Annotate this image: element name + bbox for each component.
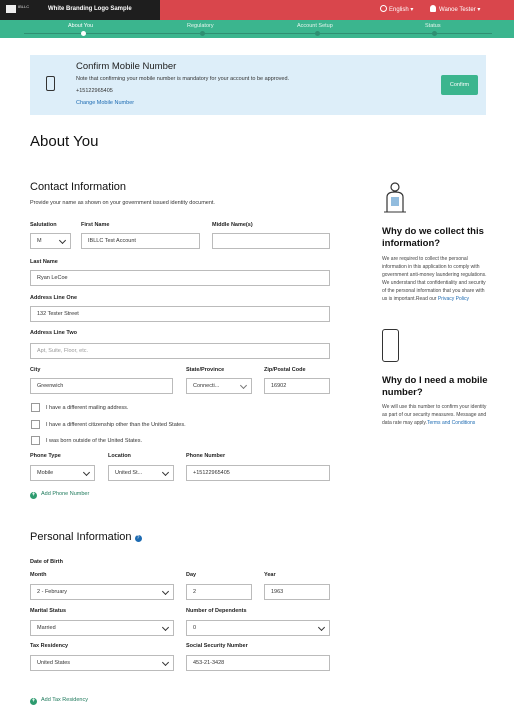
change-mobile-link[interactable]: Change Mobile Number bbox=[76, 100, 135, 106]
month-select[interactable] bbox=[30, 584, 174, 600]
user-menu[interactable]: Wanoe Tester ▾ bbox=[430, 5, 480, 13]
zip-field[interactable]: 16902 bbox=[264, 378, 330, 394]
phone-number-field[interactable]: +15122965405 bbox=[186, 465, 330, 481]
plus-circle-icon: + bbox=[31, 698, 36, 704]
marital-value: Married bbox=[37, 625, 56, 631]
month-value: 2 - February bbox=[37, 589, 67, 595]
ssn-label: Social Security Number bbox=[186, 643, 248, 649]
state-value: Connecti... bbox=[193, 383, 220, 389]
mailing-address-label: I have a different mailing address. bbox=[46, 405, 129, 411]
top-bar bbox=[0, 0, 514, 20]
banner-title: Confirm Mobile Number bbox=[76, 61, 177, 72]
banner-note: Note that confirming your mobile number is mandatory for your account to be approved. bbox=[76, 76, 290, 82]
mobile-phone-icon bbox=[382, 329, 399, 362]
mobile-phone-icon bbox=[46, 76, 55, 91]
ssn-field[interactable]: 453-21-3428 bbox=[186, 655, 330, 671]
why-mobile-heading: Why do I need a mobile number? bbox=[382, 375, 488, 398]
salutation-value: M bbox=[37, 238, 42, 244]
chevron-down-icon bbox=[240, 382, 247, 389]
citizenship-label: I have a different citizenship other than the United States. bbox=[46, 422, 186, 428]
user-icon bbox=[430, 5, 436, 12]
why-collect-heading: Why do we collect this information? bbox=[382, 226, 484, 249]
day-label: Day bbox=[186, 572, 197, 578]
chevron-down-icon bbox=[318, 624, 325, 631]
middle-name-field[interactable] bbox=[212, 233, 330, 249]
address1-field[interactable]: 132 Tester Street bbox=[30, 306, 330, 322]
city-field[interactable]: Greenwich bbox=[30, 378, 173, 394]
personal-title-text: Personal Information bbox=[30, 531, 132, 543]
step-about-you: About You bbox=[68, 23, 94, 29]
language-selector[interactable]: English ▾ bbox=[380, 5, 413, 13]
plus-circle-icon: + bbox=[31, 492, 36, 498]
why-mobile-body: We will use this number to confirm your identity as part of our security measures. Message and data rate may apply. bbox=[382, 404, 487, 426]
progress-track bbox=[24, 33, 492, 34]
location-label: Location bbox=[108, 453, 131, 459]
confirm-mobile-banner bbox=[30, 55, 486, 115]
citizenship-checkbox[interactable] bbox=[31, 420, 40, 429]
privacy-policy-link[interactable]: Privacy Policy bbox=[437, 296, 469, 302]
first-name-label: First Name bbox=[81, 222, 110, 228]
confirm-button[interactable]: Confirm bbox=[441, 75, 478, 95]
middle-name-label: Middle Name(s) bbox=[212, 222, 253, 228]
year-label: Year bbox=[264, 572, 276, 578]
logo-text: White Branding Logo Sample bbox=[48, 6, 132, 12]
step-dot-regulatory bbox=[200, 31, 205, 36]
salutation-label: Salutation bbox=[30, 222, 57, 228]
step-status: Status bbox=[425, 23, 441, 29]
last-name-field[interactable]: Ryan LeCoe bbox=[30, 270, 330, 286]
city-label: City bbox=[30, 367, 41, 373]
dependents-select[interactable] bbox=[186, 620, 330, 636]
phone-type-label: Phone Type bbox=[30, 453, 61, 459]
banner-phone: +15122965405 bbox=[76, 88, 113, 94]
phone-type-select[interactable] bbox=[30, 465, 95, 481]
marital-select[interactable] bbox=[30, 620, 174, 636]
step-dot-account-setup bbox=[315, 31, 320, 36]
logo-mark-icon bbox=[6, 5, 16, 13]
day-field[interactable]: 2 bbox=[186, 584, 252, 600]
dependents-value: 0 bbox=[193, 625, 197, 631]
mailing-address-checkbox[interactable] bbox=[31, 403, 40, 412]
user-name: Wanoe Tester bbox=[439, 7, 476, 13]
phone-type-value: Mobile bbox=[37, 470, 54, 476]
state-label: State/Province bbox=[186, 367, 225, 373]
page-title: About You bbox=[30, 133, 99, 150]
contact-section-desc: Provide your name as shown on your government issued identity document. bbox=[30, 200, 215, 206]
salutation-select[interactable] bbox=[30, 233, 71, 249]
step-account-setup: Account Setup bbox=[297, 23, 333, 29]
add-phone-link[interactable] bbox=[30, 491, 89, 499]
person-id-icon bbox=[382, 181, 408, 214]
step-dot-status bbox=[432, 31, 437, 36]
born-outside-checkbox[interactable] bbox=[31, 436, 40, 445]
chevron-down-icon bbox=[59, 237, 66, 244]
contact-section-title: Contact Information bbox=[30, 181, 126, 193]
step-dot-about-you bbox=[81, 31, 86, 36]
progress-bar bbox=[0, 20, 514, 38]
chevron-down-icon bbox=[162, 659, 169, 666]
step-regulatory: Regulatory bbox=[187, 23, 214, 29]
year-field[interactable]: 1963 bbox=[264, 584, 330, 600]
marital-label: Marital Status bbox=[30, 608, 67, 614]
address2-label: Address Line Two bbox=[30, 330, 77, 336]
dependents-label: Number of Dependents bbox=[186, 608, 247, 614]
brand-logo[interactable] bbox=[0, 0, 160, 20]
state-select[interactable] bbox=[186, 378, 252, 394]
personal-section-title bbox=[30, 531, 142, 543]
add-tax-residency-label: Add Tax Residency bbox=[41, 697, 88, 703]
location-select[interactable] bbox=[108, 465, 174, 481]
address1-label: Address Line One bbox=[30, 295, 78, 301]
month-label: Month bbox=[30, 572, 47, 578]
address2-field[interactable]: Apt, Suite, Floor, etc. bbox=[30, 343, 330, 359]
terms-link[interactable]: Terms and Conditions bbox=[426, 420, 476, 426]
phone-number-label: Phone Number bbox=[186, 453, 226, 459]
location-value: United St... bbox=[115, 470, 143, 476]
chevron-down-icon bbox=[83, 469, 90, 476]
language-label: English bbox=[389, 7, 409, 13]
zip-label: Zip/Postal Code bbox=[264, 367, 306, 373]
logo-mark-text: IBLLC bbox=[18, 4, 30, 9]
chevron-down-icon bbox=[162, 624, 169, 631]
why-collect-body: We are required to collect the personal information in this application to comply with government anti-money laundering regulations. We understand that confidentiality and security of the personal information that you share with us is important.Read our bbox=[382, 256, 487, 302]
tax-residency-select[interactable] bbox=[30, 655, 174, 671]
chevron-down-icon bbox=[162, 588, 169, 595]
globe-icon bbox=[380, 5, 387, 12]
first-name-field[interactable]: IBLLC Test Account bbox=[81, 233, 200, 249]
tax-residency-label: Tax Residency bbox=[30, 643, 69, 649]
tax-residency-value: United States bbox=[37, 660, 71, 666]
last-name-label: Last Name bbox=[30, 259, 58, 265]
why-collect-text bbox=[382, 255, 488, 303]
why-mobile-text bbox=[382, 403, 488, 427]
add-phone-label: Add Phone Number bbox=[41, 491, 90, 497]
info-icon[interactable]: ? bbox=[135, 535, 142, 542]
born-outside-label: I was born outside of the United States. bbox=[46, 438, 143, 444]
chevron-down-icon bbox=[162, 469, 169, 476]
add-tax-residency-link[interactable] bbox=[30, 697, 88, 705]
dob-label: Date of Birth bbox=[30, 559, 63, 565]
